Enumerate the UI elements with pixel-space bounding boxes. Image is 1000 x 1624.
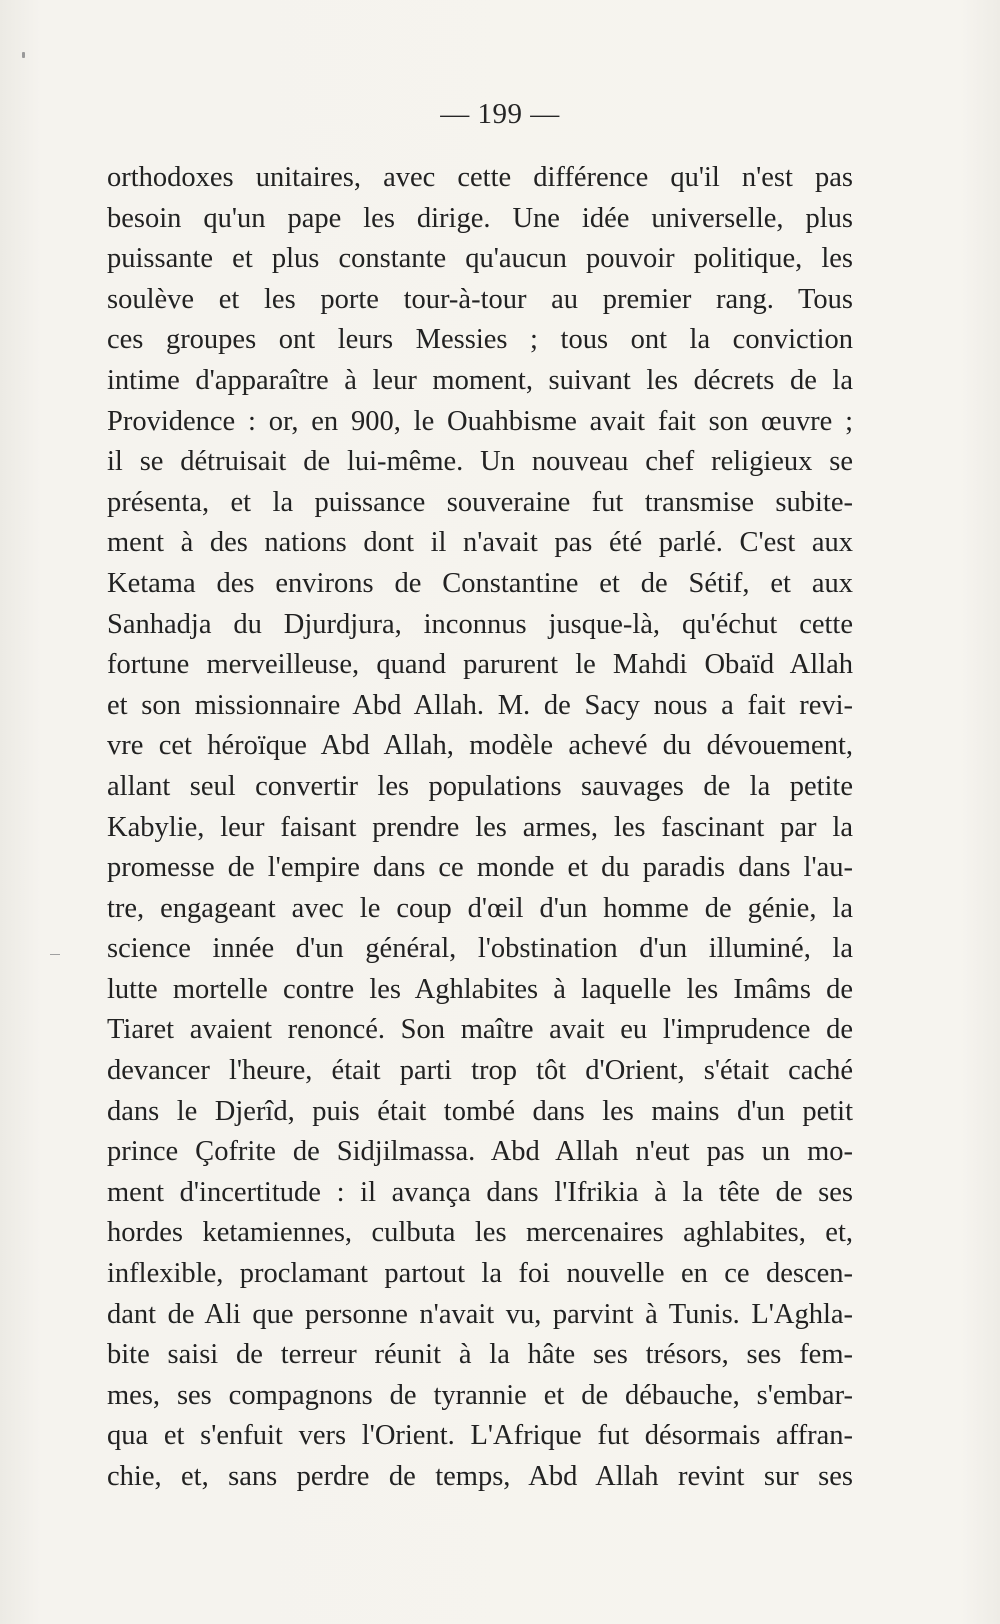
page-number: — 199 — <box>440 98 560 130</box>
text-line: Ketama des environs de Constantine et de Sétif, et aux <box>107 567 853 599</box>
text-line: ment d'incertitude : il avança dans l'Ifrikia à la tête de ses <box>107 1176 853 1208</box>
text-line: fortune merveilleuse, quand parurent le Mahdi Obaïd Allah <box>107 649 853 681</box>
body-text <box>107 158 853 1498</box>
text-line: science innée d'un général, l'obstination d'un illuminé, la <box>107 933 853 965</box>
text-line: devancer l'heure, était parti trop tôt d'Orient, s'était caché <box>107 1055 853 1087</box>
text-line: dant de Ali que personne n'avait vu, parvint à Tunis. L'Aghla- <box>107 1298 853 1330</box>
text-line: bite saisi de terreur réunit à la hâte ses trésors, ses fem- <box>107 1339 853 1371</box>
text-line: et son missionnaire Abd Allah. M. de Sacy nous a fait revi- <box>107 689 853 721</box>
margin-mark <box>50 954 60 955</box>
text-line: Providence : or, en 900, le Ouahbisme avait fait son œuvre ; <box>107 405 853 437</box>
text-line: dans le Djerîd, puis était tombé dans les mains d'un petit <box>107 1095 853 1127</box>
text-line: Kabylie, leur faisant prendre les armes, les fascinant par la <box>107 811 853 843</box>
text-line: lutte mortelle contre les Aghlabites à laquelle les Imâms de <box>107 973 853 1005</box>
text-line: allant seul convertir les populations sauvages de la petite <box>107 770 853 802</box>
text-line: besoin qu'un pape les dirige. Une idée universelle, plus <box>107 202 853 234</box>
text-line: hordes ketamiennes, culbuta les mercenaires aghlabites, et, <box>107 1217 853 1249</box>
text-line: Sanhadja du Djurdjura, inconnus jusque-là, qu'échut cette <box>107 608 853 640</box>
text-line: mes, ses compagnons de tyrannie et de débauche, s'embar- <box>107 1379 853 1411</box>
text-line: ces groupes ont leurs Messies ; tous ont la conviction <box>107 324 853 356</box>
text-line: présenta, et la puissance souveraine fut transmise subite- <box>107 486 853 518</box>
text-line: soulève et les porte tour-à-tour au premier rang. Tous <box>107 283 853 315</box>
text-line: Tiaret avaient renoncé. Son maître avait eu l'imprudence de <box>107 1014 853 1046</box>
text-line: inflexible, proclamant partout la foi nouvelle en ce descen- <box>107 1258 853 1290</box>
page-speck <box>22 52 25 58</box>
text-line: promesse de l'empire dans ce monde et du paradis dans l'au- <box>107 852 853 884</box>
text-line: orthodoxes unitaires, avec cette différence qu'il n'est pas <box>107 162 853 193</box>
text-line: vre cet héroïque Abd Allah, modèle achevé du dévouement, <box>107 730 853 762</box>
text-line: il se détruisait de lui-même. Un nouveau chef religieux se <box>107 446 853 478</box>
text-line: tre, engageant avec le coup d'œil d'un homme de génie, la <box>107 892 853 924</box>
text-line: intime d'apparaître à leur moment, suivant les décrets de la <box>107 364 853 396</box>
text-line: ment à des nations dont il n'avait pas été parlé. C'est aux <box>107 527 853 559</box>
text-line: puissante et plus constante qu'aucun pouvoir politique, les <box>107 243 853 275</box>
text-line: prince Çofrite de Sidjilmassa. Abd Allah n'eut pas un mo- <box>107 1136 853 1168</box>
text-line: chie, et, sans perdre de temps, Abd Allah revint sur ses <box>107 1461 853 1492</box>
text-line: qua et s'enfuit vers l'Orient. L'Afrique fut désormais affran- <box>107 1420 853 1452</box>
